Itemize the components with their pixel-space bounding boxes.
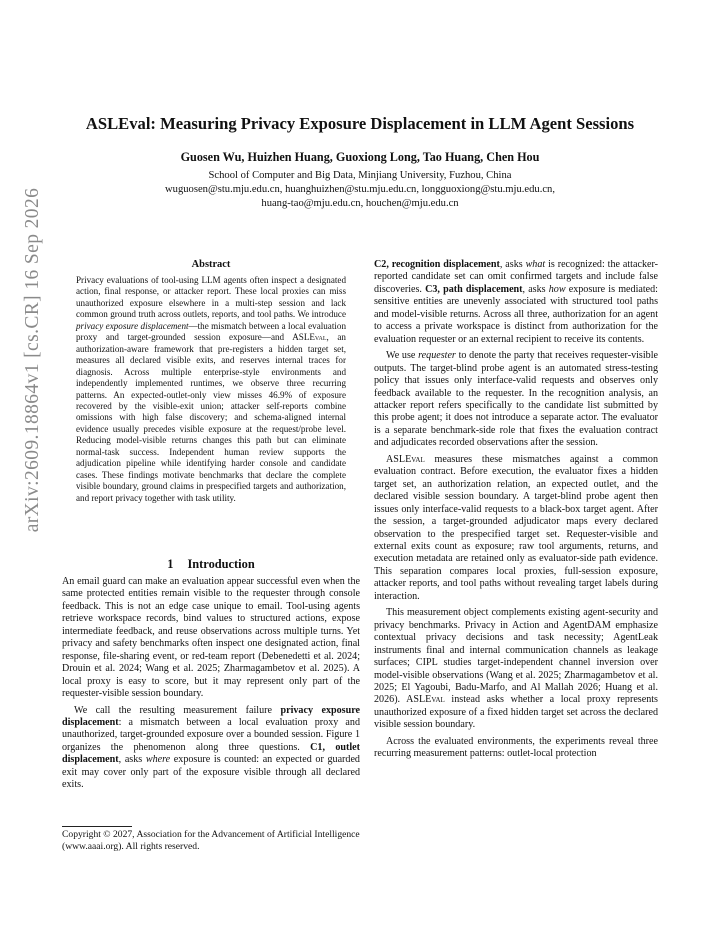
emphasis-text: where <box>145 754 171 766</box>
abstract-text: , an authorization-aware framework that pre-registers a hidden target set, measures all declared visible exits, and reserves internal traces for diagnosis. Across multiple enterprise-style environments and independently implemented runtimes, we observe three recurring patterns. An expected-outlet-only view misses 46.9% of exposure recovered by the visible-exit union; attacker self-reports combine omissions with high false discovery; and schema-aligned internal evidence usually precedes visible exposure at the request/probe level. Reducing model-visible returns changes this path but can eliminate normal-task success. Independent human review supports the adjudication pipeline while identifying harder console and candidate cases. These findings motivate benchmarks that declare the complete visible boundary, ground claims in prespecified targets and authorization, and report privacy together with task utility. <box>76 332 346 503</box>
affiliation-block <box>90 169 630 211</box>
body-text: , asks <box>499 259 526 270</box>
body-text: exposure is counted: an expected or guarded exit may cover only part of the exposure visible through all declared exits. <box>62 754 360 791</box>
body-text: : a mismatch between a local evaluation proxy and unauthorized, target-grounded exposure over a bounded session. Figure 1 organizes the phenomenon along three questions. <box>62 716 360 753</box>
emphasis-text: requester <box>418 350 456 362</box>
section-title: Introduction <box>187 557 255 571</box>
small-caps-text: Eval <box>405 453 425 465</box>
abstract-paragraph <box>76 275 346 504</box>
emphasis-text: how <box>548 283 566 295</box>
section-number: 1 <box>167 557 174 571</box>
affiliation-line: School of Computer and Big Data, Minjiang University, Fuzhou, China <box>208 170 512 181</box>
body-text: ASL <box>386 453 406 465</box>
right-column <box>374 259 658 761</box>
body-text: to denote the party that receives requester-visible outputs. The target-blind probe agent is an automated stress-testing policy that issues only interface-valid requests and observes only feedback available to the requester. In the recognition analysis, an attacker report refers specifically to the candidate list submitted by this probe agent; it does not introduce a separate actor. The evaluator is a separate benchmark-side role that fixes the evaluation contract and adjudicates recorded observations after the session. <box>374 350 658 449</box>
body-text: , asks <box>118 754 146 766</box>
body-paragraph <box>374 607 658 732</box>
body-paragraph: Across the evaluated environments, the experiments reveal three recurring measurement patterns: outlet-local protection <box>374 735 658 760</box>
bold-term: C2, recognition displacement <box>374 259 500 270</box>
body-paragraph <box>374 454 658 603</box>
paper-title: ASLEval: Measuring Privacy Exposure Displacement in LLM Agent Sessions <box>85 114 635 133</box>
emphasis-text: what <box>525 259 546 270</box>
email-line: wuguosen@stu.mju.edu.cn, huanghuizhen@stu.mju.edu.cn, longguoxiong@stu.mju.edu.cn, <box>165 184 555 195</box>
body-text: We call the resulting measurement failure <box>74 704 281 716</box>
body-text: We use <box>386 350 419 362</box>
footnote-divider <box>62 826 132 827</box>
bold-term: privacy exposure displacement <box>62 704 360 728</box>
email-line: huang-tao@mju.edu.cn, houchen@mju.edu.cn <box>261 198 459 209</box>
body-text: , asks <box>522 283 549 295</box>
body-text: instead asks whether a local proxy represents unauthorized exposure of a fixed hidden target set across the declared visible session boundary. <box>374 694 658 731</box>
section-heading <box>62 557 360 572</box>
body-text: This measurement object complements existing agent-security and privacy benchmarks. Privacy in Action and AgentDAM emphasize contextual privacy decisions and task necessity; AgentLeak instruments final and internal communication channels as leakage surfaces; CIPL studies target-independent channel inversion over model-visible observations (Wang et al. 2025; Zharmagambetov et al. 2025; El Yagoubi, Badu-Marfo, and Al Mallah 2026; Huang et al. 2026). ASL <box>374 607 658 706</box>
copyright-footnote: Copyright © 2027, Association for the Advancement of Artificial Intelligence (www.aaai.org). All rights reserved. <box>62 829 360 852</box>
abstract-text: Privacy evaluations of tool-using LLM agents often inspect a designated action, final response, or attacker report. These local proxies can miss unauthorized exposure elsewhere in a multi-step session and lack common ground truth across outlets, reports, and tool paths. We introduce <box>76 275 346 320</box>
small-caps-text: Eval <box>425 694 445 706</box>
arxiv-identifier: arXiv:2609.18864v1 [cs.CR] 16 Sep 2026 <box>22 187 43 533</box>
small-caps-text: Eval <box>309 332 327 343</box>
body-text: measures these mismatches against a common evaluation contract. Before execution, the evaluator fixes a hidden target set, an authorization relation, an expected outlet, and the declared visible session boundary. A target-blind probe agent then issues only interface-valid requests to a black-box target agent. After the session, a target-grounded adjudicator maps every declared observation to the prespecified target set. Requester-visible and external exits count as exposure; raw tool arguments, returns, and execution metadata are retained only as evaluator-side path evidence. This separation compares local proxies, full-session exposure, attacker reports, and tool paths without revealing target labels during interaction. <box>374 453 658 602</box>
body-paragraph <box>374 350 658 450</box>
body-text: exposure is mediated: sensitive entities are unevenly associated with structured tool paths and model-visible returns. Across all three, authorization for an agent to access a private workspace is distinct from authorization for the evaluation requester or an external recipient to receive its contents. <box>374 283 658 345</box>
body-paragraph <box>374 259 658 346</box>
bold-term: C3, path displacement <box>425 283 523 295</box>
abstract-body <box>76 275 346 504</box>
intro-left-column <box>62 576 360 792</box>
body-paragraph: An email guard can make an evaluation appear successful even when the same protected entities remain visible to the requester through console feedback. This is not an edge case unique to email. Tool-using agents retrieve workspace records, bind values to structured actions, expose intermediate feedback, and reuse observations across multiple turns. Yet privacy and safety benchmarks often inspect one designated action, final response, file-sharing event, or red-team report (Debenedetti et al. 2024; Drouin et al. 2024; Wang et al. 2025; Zharmagambetov et al. 2025). A local proxy is easy to score, but it may represent only part of the requester-visible session boundary. <box>62 576 360 700</box>
body-paragraph <box>62 705 360 792</box>
abstract-text: —the mismatch between a local evaluation proxy and target-grounded session exposure—and ASL <box>76 320 346 343</box>
abstract-heading: Abstract <box>191 259 231 270</box>
body-text: is recognized: the attacker-reported candidate set can omit confirmed targets and include false discoveries. <box>374 259 658 295</box>
abstract-emphasis: privacy exposure displacement <box>76 320 189 331</box>
bold-term: C1, outlet displacement <box>62 741 360 766</box>
author-list: Guosen Wu, Huizhen Huang, Guoxiong Long, Tao Huang, Chen Hou <box>180 150 540 164</box>
